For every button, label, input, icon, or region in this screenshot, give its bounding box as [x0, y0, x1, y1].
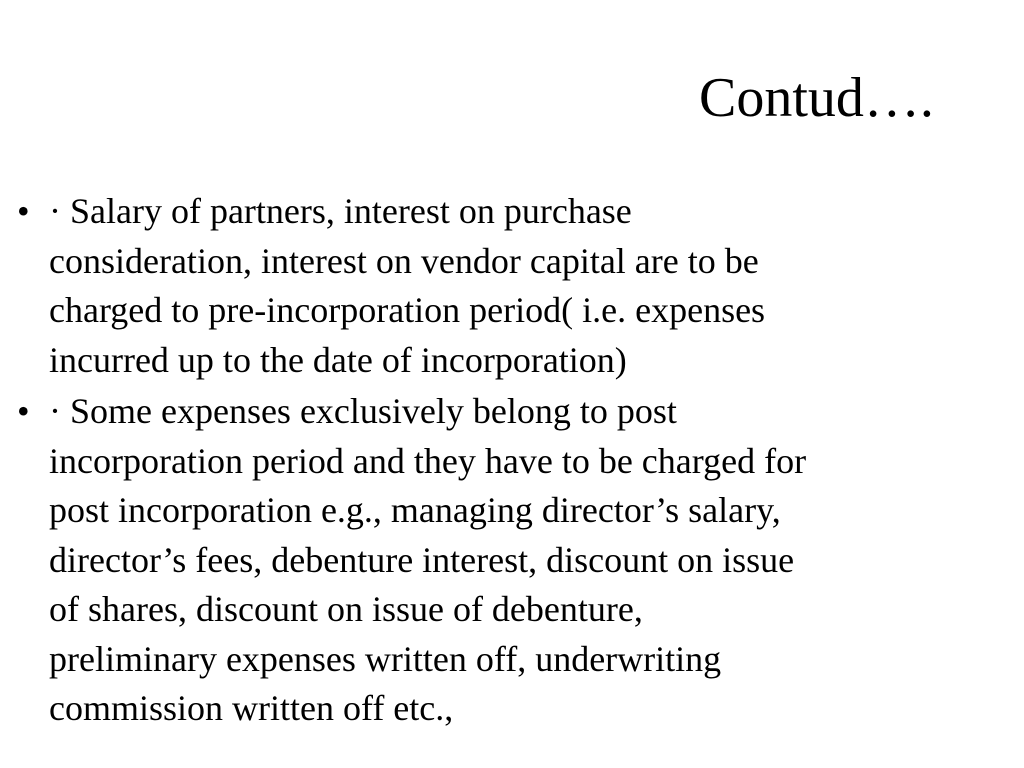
bullet-item [0, 187, 1024, 385]
bullet-text-line: incorporation period and they have to be charged for [49, 440, 807, 481]
bullet-text-line: commission written off etc., [49, 688, 454, 728]
slide-title: Contud…. [699, 67, 934, 129]
bullet-text-line: incurred up to the date of incorporation) [49, 339, 627, 380]
bullet-list [0, 187, 1024, 736]
bullet-text-line: post incorporation e.g., managing director’s salary, [49, 490, 781, 530]
bullet-marker: • [17, 391, 30, 431]
bullet-text-line: · Some expenses exclusively belong to post [49, 391, 677, 431]
bullet-text-line: consideration, interest on vendor capital are to be [49, 240, 759, 281]
bullet-text-line: director’s fees, debenture interest, discount on issue [49, 539, 795, 580]
bullet-text-line: · Salary of partners, interest on purchase [49, 191, 632, 231]
bullet-text-line: preliminary expenses written off, underwriting [49, 638, 722, 679]
bullet-item [0, 387, 1024, 734]
bullet-text-line: of shares, discount on issue of debenture, [49, 589, 643, 629]
bullet-marker: • [17, 191, 30, 231]
bullet-text-line: charged to pre-incorporation period( i.e. expenses [49, 290, 766, 330]
